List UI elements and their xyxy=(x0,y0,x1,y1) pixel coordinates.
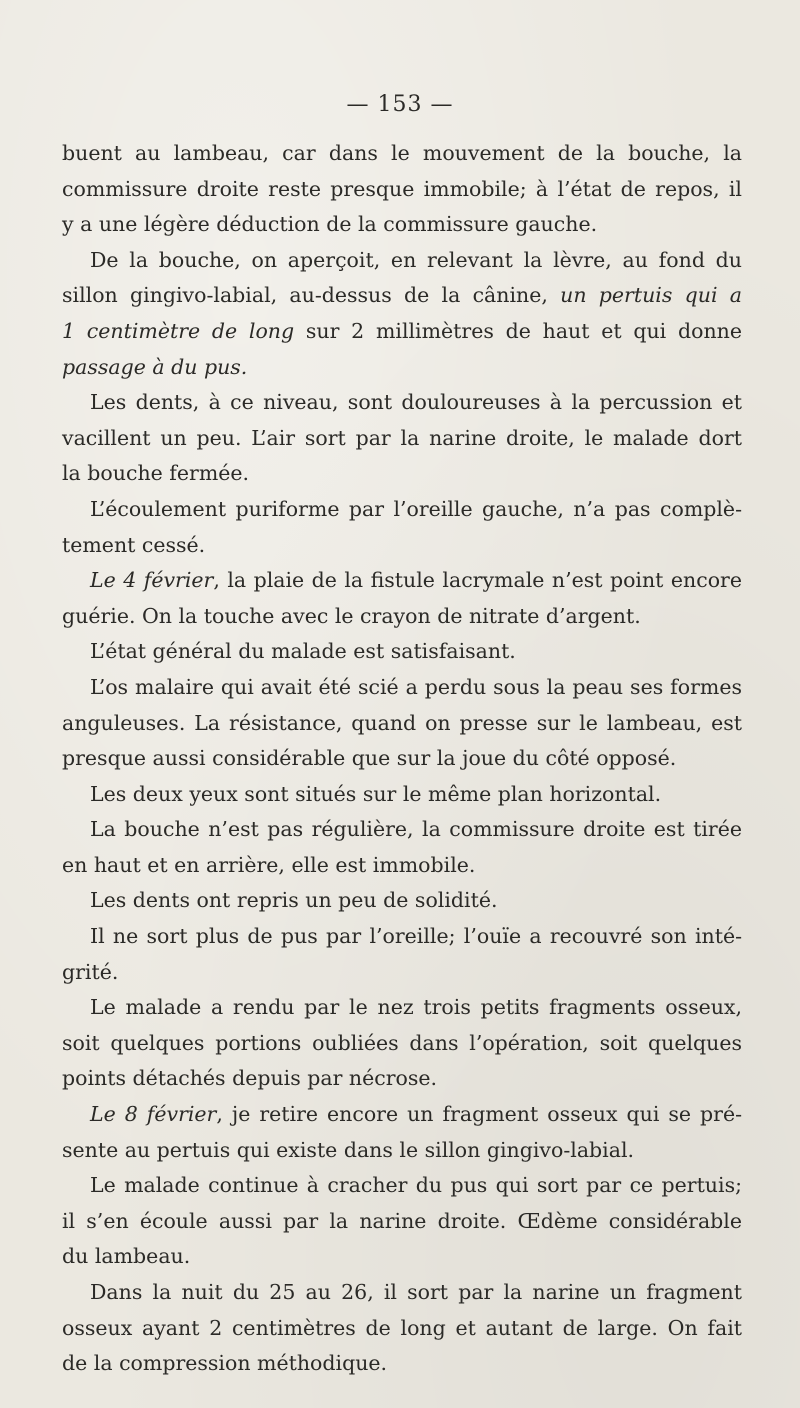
italic-text: passage à du pus. xyxy=(62,354,248,379)
text-line xyxy=(62,1204,742,1240)
text-segment: sur 2 millimètres de haut et qui donne xyxy=(294,318,742,343)
italic-text: Le 8 février xyxy=(90,1102,217,1127)
text-line xyxy=(62,528,742,564)
text-line xyxy=(62,777,742,813)
text-line xyxy=(62,1346,742,1382)
text-segment: Il ne sort plus de pus par l’oreille; l’ouïe a recouvré son inté- xyxy=(90,924,742,949)
text-line xyxy=(62,1239,742,1275)
text-segment: Dans la nuit du 25 au 26, il sort par la narine un fragment xyxy=(90,1280,742,1304)
text-line xyxy=(62,706,742,742)
text-segment: de la compression méthodique. xyxy=(62,1351,388,1376)
body-text xyxy=(62,136,742,1382)
text-line xyxy=(62,1133,742,1169)
text-line xyxy=(62,136,742,172)
text-segment: vacillent un peu. L’air sort par la narine droite, le malade dort xyxy=(62,425,742,450)
text-line xyxy=(62,243,742,279)
text-segment: , je retire encore un fragment osseux qui se pré- xyxy=(216,1102,742,1127)
text-line xyxy=(62,563,742,599)
text-line xyxy=(62,1311,742,1347)
text-segment: sillon gingivo-labial, au-dessus de la cânine, xyxy=(62,283,561,308)
text-line xyxy=(62,1097,742,1133)
page-number: — 153 — xyxy=(346,92,454,117)
text-line xyxy=(62,492,742,528)
text-segment: buent au lambeau, car dans le mouvement de la bouche, la xyxy=(62,141,742,165)
text-segment: Les dents, à ce niveau, sont douloureuses à la percussion et xyxy=(90,390,742,415)
text-segment: L’écoulement puriforme par l’oreille gauche, n’a pas complè- xyxy=(90,496,742,521)
text-line xyxy=(62,385,742,421)
text-line xyxy=(62,1026,742,1062)
text-segment: tement cessé. xyxy=(62,532,206,557)
italic-text: un pertuis qui a xyxy=(560,283,742,308)
text-line xyxy=(62,314,742,350)
text-line xyxy=(62,955,742,991)
text-segment: soit quelques portions oubliées dans l’opération, soit quelques xyxy=(62,1030,742,1055)
text-line xyxy=(62,741,742,777)
text-line xyxy=(62,278,742,314)
text-segment: en haut et en arrière, elle est immobile. xyxy=(62,852,476,877)
text-segment: points détachés depuis par nécrose. xyxy=(62,1066,438,1091)
text-line xyxy=(62,1275,742,1311)
text-segment: anguleuses. La résistance, quand on presse sur le lambeau, est xyxy=(62,710,742,735)
text-segment: il s’en écoule aussi par la narine droite. Œdème considérable xyxy=(62,1208,742,1233)
text-segment: la bouche fermée. xyxy=(62,461,250,486)
text-line xyxy=(62,990,742,1026)
text-segment: grité. xyxy=(62,959,119,984)
text-segment: L’os malaire qui avait été scié a perdu sous la peau ses formes xyxy=(90,674,742,699)
text-segment: presque aussi considérable que sur la joue du côté opposé. xyxy=(62,746,677,771)
text-segment: , la plaie de la fistule lacrymale n’est point encore xyxy=(213,568,742,593)
text-segment: Les deux yeux sont situés sur le même plan horizontal. xyxy=(90,781,662,806)
text-line xyxy=(62,919,742,955)
text-segment: L’état général du malade est satisfaisant. xyxy=(90,639,516,664)
text-line xyxy=(62,1061,742,1097)
text-line xyxy=(62,634,742,670)
text-segment: commissure droite reste presque immobile; à l’état de repos, il xyxy=(62,176,742,201)
italic-text: 1 centimètre de long xyxy=(62,318,295,343)
text-segment: sente au pertuis qui existe dans le sillon gingivo-labial. xyxy=(62,1137,635,1162)
text-line xyxy=(62,670,742,706)
text-segment: du lambeau. xyxy=(62,1244,191,1269)
text-line xyxy=(62,456,742,492)
text-segment: De la bouche, on aperçoit, en relevant la lèvre, au fond du xyxy=(90,247,742,272)
text-line xyxy=(62,812,742,848)
italic-text: Le 4 février xyxy=(90,568,214,593)
text-segment: y a une légère déduction de la commissure gauche. xyxy=(62,212,598,237)
text-segment: La bouche n’est pas régulière, la commissure droite est tirée xyxy=(90,817,742,842)
text-line xyxy=(62,421,742,457)
text-segment: Le malade continue à cracher du pus qui sort par ce pertuis; xyxy=(90,1173,742,1198)
text-line xyxy=(62,207,742,243)
text-line xyxy=(62,350,742,386)
text-line xyxy=(62,883,742,919)
text-segment: Le malade a rendu par le nez trois petits fragments osseux, xyxy=(90,995,742,1020)
text-line xyxy=(62,848,742,884)
text-line xyxy=(62,599,742,635)
text-segment: guérie. On la touche avec le crayon de nitrate d’argent. xyxy=(62,603,641,628)
text-line xyxy=(62,1168,742,1204)
text-segment: Les dents ont repris un peu de solidité. xyxy=(90,888,498,913)
text-segment: osseux ayant 2 centimètres de long et autant de large. On fait xyxy=(62,1315,742,1340)
text-line xyxy=(62,172,742,208)
